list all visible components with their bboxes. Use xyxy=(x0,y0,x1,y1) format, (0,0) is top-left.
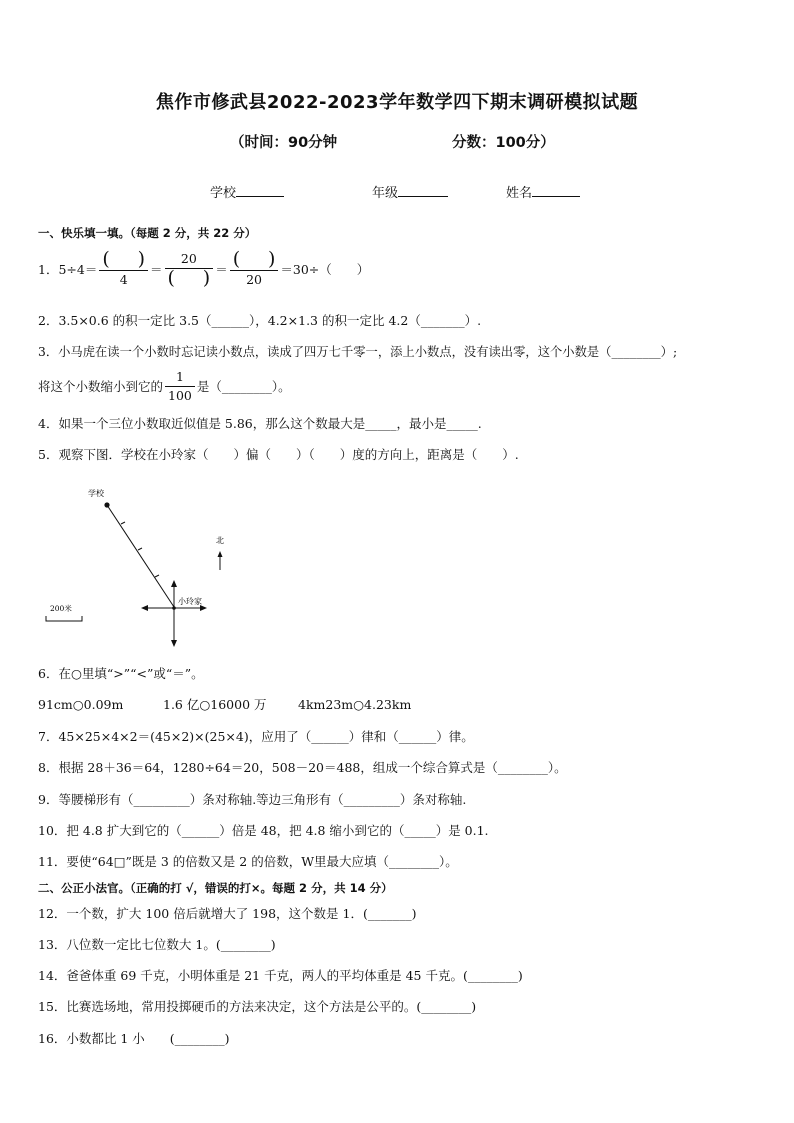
axis-arrow-left xyxy=(141,605,148,611)
question-6: 6．在○里填“>”“<”或“＝”。 xyxy=(38,666,204,681)
question-10: 10．把 4.8 扩大到它的（______）倍是 48，把 4.8 缩小到它的（_____）是 0.1. xyxy=(38,823,489,838)
scale-tick xyxy=(121,522,125,524)
q1-f1-numerator[interactable]: ( ) xyxy=(99,250,148,271)
name-blank[interactable] xyxy=(532,182,580,197)
q1-equals-1: ＝ xyxy=(150,261,163,277)
question-3-line2 xyxy=(38,368,291,405)
question-12: 12．一个数，扩大 100 倍后就增大了 198，这个数是 1．(_______) xyxy=(38,906,417,921)
axis-arrow-down xyxy=(171,640,177,647)
home-label: 小玲家 xyxy=(178,597,202,606)
scale-tick xyxy=(155,575,159,577)
home-point xyxy=(172,606,176,610)
scale-bar xyxy=(46,616,82,621)
q1-fraction-1[interactable] xyxy=(99,250,148,289)
north-label: 北 xyxy=(216,536,224,545)
question-3-line1: 3．小马虎在读一个小数时忘记读小数点，读成了四万七千零一，添上小数点，没有读出零，这个小数是（________）; xyxy=(38,345,678,359)
grade-label: 年级 xyxy=(372,186,399,201)
q3-fraction xyxy=(165,368,195,405)
scale-tick xyxy=(138,548,142,550)
q1-f1-denominator: 4 xyxy=(119,272,128,287)
q1-fraction-2[interactable] xyxy=(165,250,214,289)
q6-item-3: 4km23m○4.23km xyxy=(298,697,412,712)
page-title: 焦作市修武县2022-2023学年数学四下期末调研模拟试题 xyxy=(155,92,639,113)
exam-score: 分数：100分） xyxy=(452,135,555,151)
section2-heading: 二、公正小法官。（正确的打 √，错误的打×。每题 2 分，共 14 分） xyxy=(38,881,393,895)
q1-fraction-3[interactable] xyxy=(230,250,279,289)
axis-arrow-up xyxy=(171,580,177,587)
name-field[interactable] xyxy=(506,182,580,201)
q1-f2-denominator[interactable]: ( ) xyxy=(167,267,211,289)
question-4: 4．如果一个三位小数取近似值是 5.86，那么这个数最大是_____，最小是_____. xyxy=(38,416,482,431)
q3-prefix: 将这个小数缩小到它的 xyxy=(38,378,164,394)
q1-lead: 5÷4＝ xyxy=(58,261,98,277)
question-13: 13．八位数一定比七位数大 1。(________) xyxy=(38,937,276,952)
school-label: 学校 xyxy=(88,489,104,498)
q6-item-2: 1.6 亿○16000 万 xyxy=(163,697,267,712)
q3-frac-numerator: 1 xyxy=(165,368,195,387)
question-16: 16．小数都比 1 小 (________) xyxy=(38,1031,230,1046)
question-1 xyxy=(38,250,369,289)
grade-field[interactable] xyxy=(372,182,448,201)
direction-diagram xyxy=(38,480,258,650)
school-label: 学校 xyxy=(210,186,237,201)
question-5: 5．观察下图．学校在小玲家（ ）偏（ ）（ ）度的方向上，距离是（ ）. xyxy=(38,447,519,462)
question-2: 2．3.5×0.6 的积一定比 3.5（______），4.2×1.3 的积一定比 4.2（_______）. xyxy=(38,313,482,328)
question-8: 8．根据 28＋36＝64，1280÷64＝20，508－20＝488，组成一个综合算式是（________）。 xyxy=(38,760,567,775)
question-14: 14．爸爸体重 69 千克，小明体重是 21 千克，两人的平均体重是 45 千克。(________) xyxy=(38,968,523,983)
question-7: 7．45×25×4×2＝(45×2)×(25×4)，应用了（______）律和（______）律。 xyxy=(38,729,474,744)
school-blank[interactable] xyxy=(236,182,284,197)
q1-f3-numerator[interactable]: ( ) xyxy=(230,250,279,271)
q1-tail: ＝30÷（ ） xyxy=(280,261,370,277)
question-9: 9．等腰梯形有（_________）条对称轴.等边三角形有（_________）条对称轴. xyxy=(38,792,467,807)
q3-suffix: 是（________）。 xyxy=(196,378,291,394)
q1-number: 1． xyxy=(38,261,59,277)
school-path-line xyxy=(107,505,174,607)
q1-f3-denominator: 20 xyxy=(246,272,262,287)
q1-equals-2: ＝ xyxy=(215,261,228,277)
section1-heading: 一、快乐填一填。（每题 2 分，共 22 分） xyxy=(38,226,257,240)
exam-time: （时间：90分钟 xyxy=(230,135,338,151)
name-label: 姓名 xyxy=(506,186,533,201)
scale-label: 200米 xyxy=(50,604,72,613)
question-15: 15．比赛选场地，常用投掷硬币的方法来决定，这个方法是公平的。(________) xyxy=(38,999,477,1014)
q6-item-1: 91cm○0.09m xyxy=(38,697,124,712)
grade-blank[interactable] xyxy=(398,182,448,197)
q1-f2-numerator: 20 xyxy=(165,250,214,269)
question-11: 11．要使“64□”既是 3 的倍数又是 2 的倍数，W里最大应填（________）。 xyxy=(38,854,458,869)
school-field[interactable] xyxy=(210,182,284,201)
q3-frac-denominator: 100 xyxy=(168,388,192,403)
north-arrowhead-icon xyxy=(218,551,223,557)
